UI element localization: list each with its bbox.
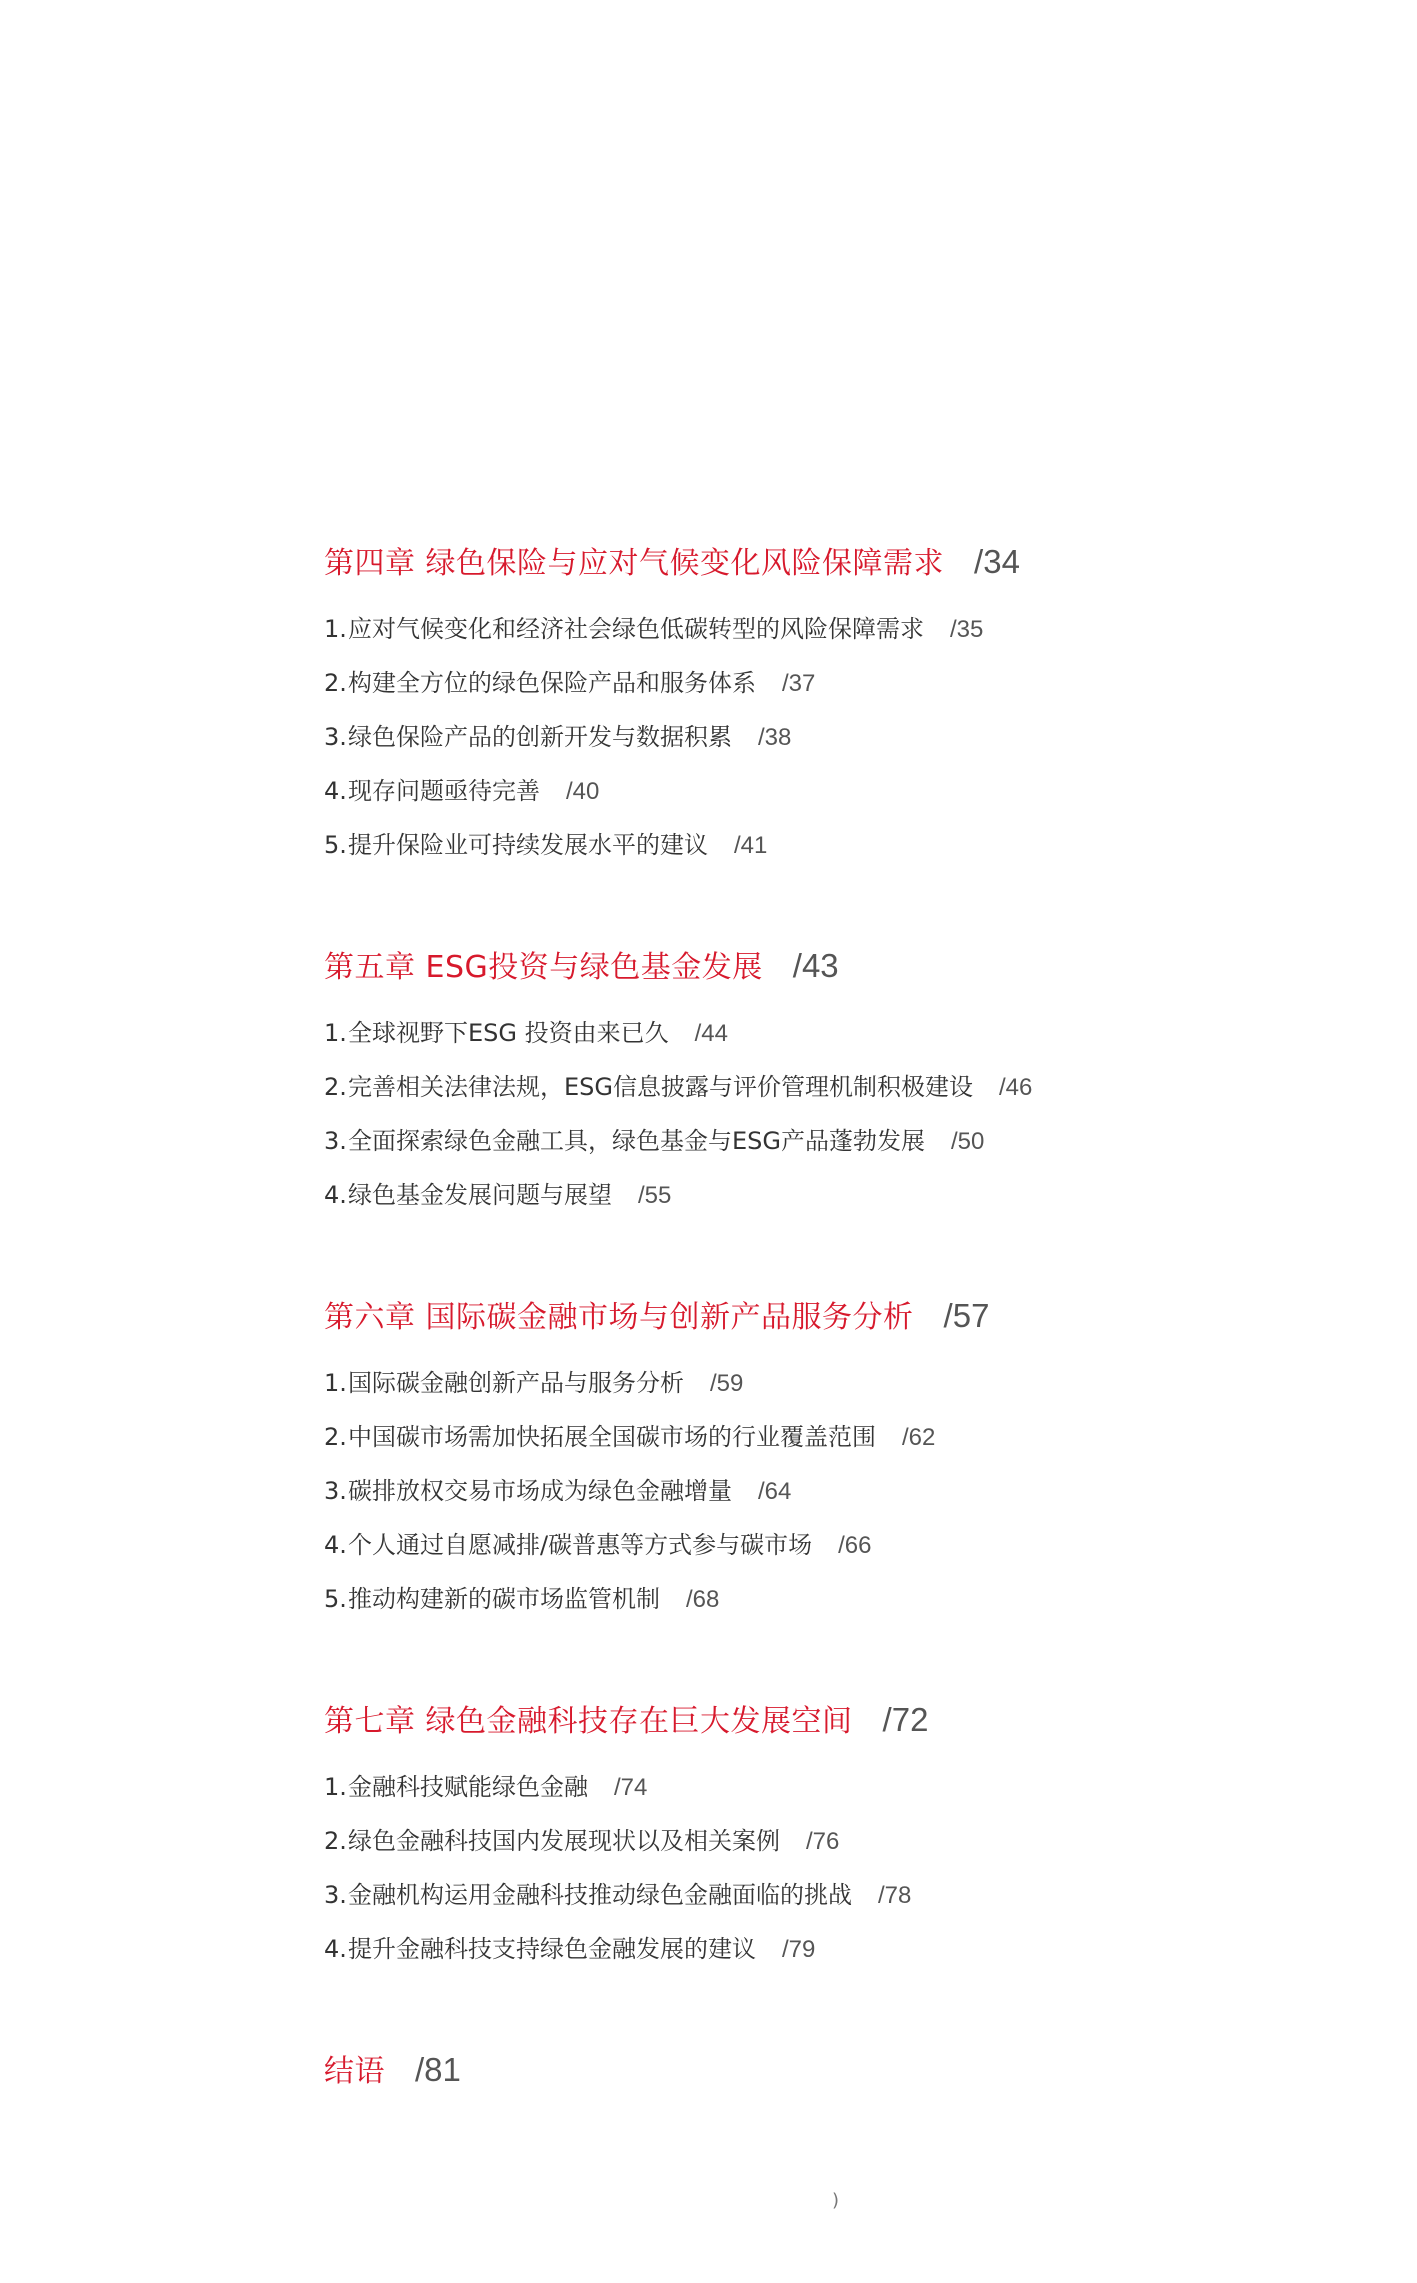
chapter-page-number: /34 <box>974 543 1020 580</box>
entry-page-number: /79 <box>782 1936 816 1963</box>
entry-page-number: /41 <box>734 832 768 859</box>
entry-number: 2. <box>324 669 347 697</box>
entry-title: 金融科技赋能绿色金融 <box>348 1773 588 1801</box>
entry-title: 绿色基金发展问题与展望 <box>348 1181 612 1209</box>
entry-number: 5. <box>324 1585 347 1613</box>
chapter-page-number: /81 <box>415 2051 461 2088</box>
entry-title: 应对气候变化和经济社会绿色低碳转型的风险保障需求 <box>348 615 924 643</box>
entry-title: 绿色保险产品的创新开发与数据积累 <box>348 723 732 751</box>
entry-number: 2. <box>324 1827 347 1855</box>
chapter-heading[interactable] <box>324 1292 1324 1352</box>
entry-number: 4. <box>324 1531 347 1559</box>
entry-title: 金融机构运用金融科技推动绿色金融面临的挑战 <box>348 1881 852 1909</box>
entry-page-number: /38 <box>758 724 792 751</box>
toc-entry[interactable] <box>324 1868 1324 1922</box>
entry-number: 4. <box>324 1935 347 1963</box>
entry-page-number: /50 <box>951 1128 985 1155</box>
entry-page-number: /76 <box>806 1828 840 1855</box>
entry-title: 绿色金融科技国内发展现状以及相关案例 <box>348 1827 780 1855</box>
toc-entry[interactable] <box>324 656 1324 710</box>
toc-entry[interactable] <box>324 1060 1324 1114</box>
chapter-title: 第七章 绿色金融科技存在巨大发展空间 <box>324 1704 853 1739</box>
entry-number: 5. <box>324 831 347 859</box>
chapter-page-number: /72 <box>882 1701 929 1738</box>
entry-title: 碳排放权交易市场成为绿色金融增量 <box>348 1477 732 1505</box>
entry-page-number: /59 <box>710 1370 744 1397</box>
entry-page-number: /78 <box>878 1882 912 1909</box>
toc-entry[interactable] <box>324 1410 1324 1464</box>
chapter-title: 第四章 绿色保险与应对气候变化风险保障需求 <box>324 546 945 581</box>
entry-title: 构建全方位的绿色保险产品和服务体系 <box>348 669 756 697</box>
entry-title: 现存问题亟待完善 <box>348 777 540 805</box>
entry-number: 1. <box>324 615 347 643</box>
entry-page-number: /37 <box>782 670 816 697</box>
toc-entry[interactable] <box>324 1168 1324 1222</box>
entry-number: 3. <box>324 1881 347 1909</box>
chapter-heading[interactable] <box>324 2046 1324 2106</box>
toc-entry[interactable] <box>324 1518 1324 1572</box>
toc-entry[interactable] <box>324 764 1324 818</box>
chapter-heading[interactable] <box>324 942 1324 1002</box>
chapter-5 <box>324 942 1324 1222</box>
entry-title: 全球视野下ESG 投资由来已久 <box>348 1019 669 1047</box>
entry-title: 提升保险业可持续发展水平的建议 <box>348 831 708 859</box>
entry-page-number: /40 <box>566 778 600 805</box>
entry-page-number: /74 <box>614 1774 648 1801</box>
entry-number: 4. <box>324 1181 347 1209</box>
toc-entry[interactable] <box>324 1922 1324 1976</box>
entry-title: 全面探索绿色金融工具，绿色基金与ESG产品蓬勃发展 <box>348 1127 925 1155</box>
entry-title: 个人通过自愿减排/碳普惠等方式参与碳市场 <box>348 1531 813 1559</box>
toc-entry[interactable] <box>324 1572 1324 1626</box>
entry-title: 完善相关法律法规，ESG信息披露与评价管理机制积极建设 <box>348 1073 973 1101</box>
toc-entry[interactable] <box>324 1114 1324 1168</box>
chapter-title: 结语 <box>324 2054 385 2089</box>
entry-number: 1. <box>324 1019 347 1047</box>
toc-entry[interactable] <box>324 602 1324 656</box>
entry-number: 2. <box>324 1073 347 1101</box>
chapter-page-number: /43 <box>792 947 839 984</box>
toc-entry[interactable] <box>324 1814 1324 1868</box>
entry-page-number: /66 <box>838 1532 872 1559</box>
toc-entry[interactable] <box>324 818 1324 872</box>
entry-page-number: /35 <box>950 616 984 643</box>
entry-page-number: /55 <box>638 1182 672 1209</box>
entry-page-number: /64 <box>758 1478 792 1505</box>
chapter-7 <box>324 1696 1324 1976</box>
entry-title: 提升金融科技支持绿色金融发展的建议 <box>348 1935 756 1963</box>
entry-number: 3. <box>324 723 347 751</box>
entry-number: 1. <box>324 1369 347 1397</box>
entry-number: 3. <box>324 1477 347 1505</box>
entry-page-number: /46 <box>999 1074 1033 1101</box>
entry-number: 1. <box>324 1773 347 1801</box>
entry-page-number: /62 <box>902 1424 936 1451</box>
entry-title: 国际碳金融创新产品与服务分析 <box>348 1369 684 1397</box>
chapter-title: 第五章 ESG投资与绿色基金发展 <box>324 950 763 985</box>
chapter-page-number: /57 <box>943 1297 990 1334</box>
chapter-title: 第六章 国际碳金融市场与创新产品服务分析 <box>324 1300 914 1335</box>
entry-page-number: /44 <box>694 1020 728 1047</box>
toc-entry[interactable] <box>324 1356 1324 1410</box>
entry-page-number: /68 <box>686 1586 720 1613</box>
entry-number: 4. <box>324 777 347 805</box>
entry-number: 3. <box>324 1127 347 1155</box>
toc-entry[interactable] <box>324 1464 1324 1518</box>
chapter-heading[interactable] <box>324 1696 1324 1756</box>
page-footer-mark: ) <box>832 2190 840 2211</box>
chapter-6 <box>324 1292 1324 1626</box>
entry-number: 2. <box>324 1423 347 1451</box>
toc-entry[interactable] <box>324 1760 1324 1814</box>
toc-entry[interactable] <box>324 1006 1324 1060</box>
chapter-heading[interactable] <box>324 538 1324 598</box>
entry-title: 推动构建新的碳市场监管机制 <box>348 1585 660 1613</box>
chapter-4 <box>324 538 1324 872</box>
table-of-contents <box>324 538 1324 2176</box>
toc-entry[interactable] <box>324 710 1324 764</box>
chapter-conclusion <box>324 2046 1324 2106</box>
entry-title: 中国碳市场需加快拓展全国碳市场的行业覆盖范围 <box>348 1423 876 1451</box>
